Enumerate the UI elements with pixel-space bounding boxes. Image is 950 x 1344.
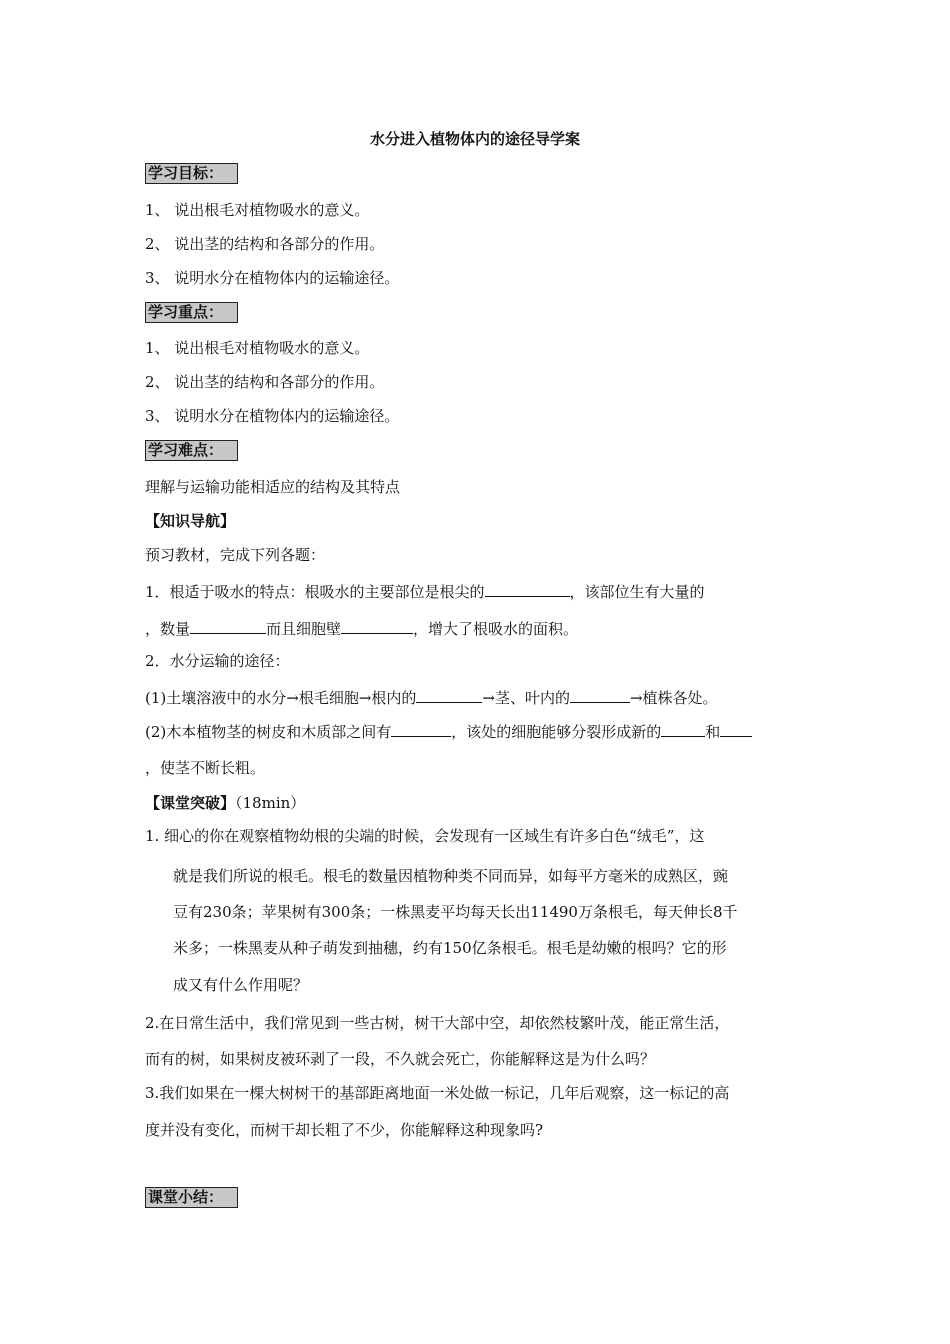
blank-field[interactable]	[720, 720, 752, 737]
keypoints-heading-row	[145, 302, 238, 323]
class-p1-line: 就是我们所说的根毛。根毛的数量因植物种类不同而异，如每平方毫米的成熟区，豌	[173, 867, 729, 885]
class-p1-line: 豆有230条；苹果树有300条；一株黑麦平均每天长出11490万条根毛，每天伸长8千	[173, 903, 738, 921]
class-p2-line: 2.在日常生活中，我们常见到一些古树，树干大部中空，却依然枝繁叶茂，能正常生活，	[145, 1014, 730, 1032]
nav-q1-text-e: ，增大了根吸水的面积。	[413, 620, 579, 638]
page-title: 水分进入植物体内的途径导学案	[369, 130, 580, 148]
keypoint-item: 2、 说出茎的结构和各部分的作用。	[145, 373, 385, 391]
goal-item: 1、 说出根毛对植物吸水的意义。	[145, 201, 370, 219]
nav-q1-line1	[145, 580, 705, 602]
nav-q2-1	[145, 686, 718, 708]
goals-heading: 学习目标：	[145, 163, 238, 184]
class-p1-line: 成又有什么作用呢？	[173, 976, 309, 994]
nav-q2-2-text-b: ，该处的细胞能够分裂形成新的	[451, 723, 662, 741]
class-heading-row	[145, 793, 305, 813]
keypoint-item: 3、 说明水分在植物体内的运输途径。	[145, 407, 400, 425]
blank-field[interactable]	[570, 686, 630, 703]
class-time: （18min）	[235, 794, 306, 812]
nav-q1-text-d: 而且细胞壁	[266, 620, 342, 638]
nav-q2: 2．水分运输的途径：	[145, 652, 290, 670]
nav-q2-1-text-c: →植株各处。	[629, 689, 718, 707]
nav-heading: 【知识导航】	[145, 512, 236, 530]
blank-field[interactable]	[341, 617, 413, 634]
keypoint-item: 1、 说出根毛对植物吸水的意义。	[145, 339, 370, 357]
nav-q2-2	[145, 720, 752, 742]
nav-q2-1-text-b: →茎、叶内的	[482, 689, 570, 707]
goal-item: 2、 说出茎的结构和各部分的作用。	[145, 235, 385, 253]
nav-q1-text-a: 1．根适于吸水的特点：根吸水的主要部位是根尖的	[145, 583, 485, 601]
keypoints-heading: 学习重点：	[145, 302, 238, 323]
class-p2-line: 而有的树，如果树皮被环剥了一段，不久就会死亡，你能解释这是为什么吗？	[145, 1050, 656, 1068]
blank-field[interactable]	[190, 617, 266, 634]
goals-heading-row	[145, 163, 238, 184]
blank-field[interactable]	[416, 686, 482, 703]
difficulty-text: 理解与运输功能相适应的结构及其特点	[145, 478, 401, 496]
summary-heading: 课堂小结：	[145, 1187, 238, 1208]
goal-item: 3、 说明水分在植物体内的运输途径。	[145, 269, 400, 287]
class-heading: 【课堂突破】	[145, 794, 236, 812]
class-p1-line: 1. 细心的你在观察植物幼根的尖端的时候，会发现有一区域生有许多白色“绒毛”，这	[145, 827, 705, 845]
blank-field[interactable]	[485, 580, 570, 597]
class-p3-line: 度并没有变化，而树干却长粗了不少，你能解释这种现象吗?	[145, 1121, 544, 1139]
nav-q1-text-b: ，该部位生有大量的	[569, 583, 705, 601]
nav-q1-line2	[145, 617, 578, 639]
difficulty-heading-row	[145, 440, 238, 461]
difficulty-heading: 学习难点：	[145, 440, 238, 461]
blank-field[interactable]	[391, 720, 451, 737]
nav-q2-2-text-c: 和	[705, 723, 721, 741]
class-p3-line: 3.我们如果在一棵大树树干的基部距离地面一米处做一标记，几年后观察，这一标记的高	[145, 1084, 730, 1102]
class-p1-line: 米多；一株黑麦从种子萌发到抽穗，约有150亿条根毛。根毛是幼嫩的根吗？它的形	[173, 939, 727, 957]
summary-heading-row	[145, 1187, 238, 1208]
blank-field[interactable]	[661, 720, 705, 737]
nav-q2-2-text-a: (2)木本植物茎的树皮和木质部之间有	[145, 723, 392, 741]
nav-q2-2-tail: ，使茎不断长粗。	[145, 759, 266, 777]
nav-intro: 预习教材，完成下列各题：	[145, 546, 326, 564]
nav-q2-1-text-a: (1)土壤溶液中的水分→根毛细胞→根内的	[145, 689, 417, 707]
nav-q1-text-c: ，数量	[145, 620, 191, 638]
